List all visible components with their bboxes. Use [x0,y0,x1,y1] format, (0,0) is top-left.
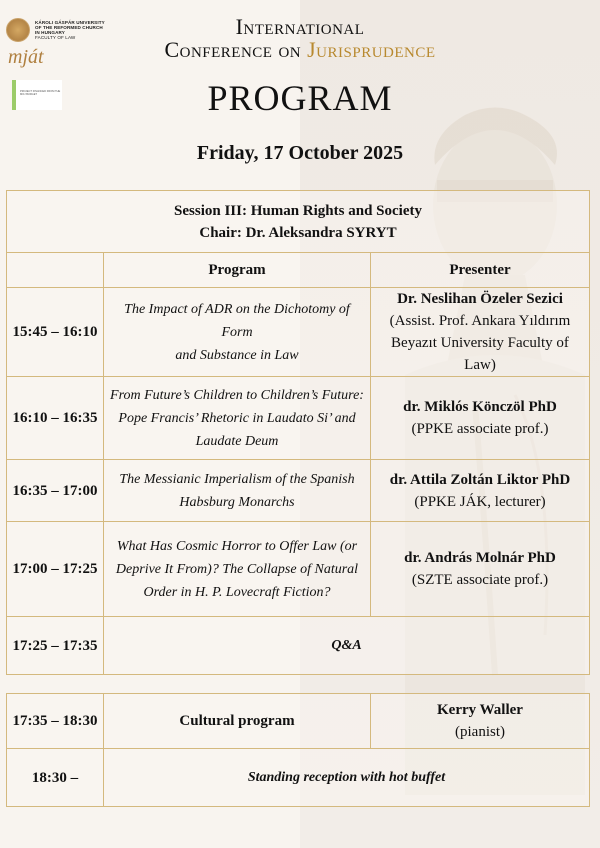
presenter-name: dr. András Molnár PhD [404,550,556,566]
column-header-row [7,253,590,288]
conference-title-line1: International [235,14,365,39]
table-row [7,522,590,617]
project-financing-text: PROJECT FINANCED FROM THE MOJ BUDGET [20,90,61,96]
university-name-line: IN HUNGARY [35,30,65,35]
presenter-affiliation: (PPKE associate prof.) [411,421,549,437]
talk-title-line: Laudate Deum [195,433,279,449]
university-name-line: OF THE REFORMED CHURCH [35,24,103,30]
conference-title-prefix: Conference on [164,37,308,62]
reception-time: 18:30 – [7,749,104,807]
presenter-name: Kerry Waller [437,702,523,718]
page-title: PROGRAM [207,78,393,118]
session-chair: Chair: Dr. Aleksandra SYRYT [199,224,397,241]
presenter-affiliation: (SZTE associate prof.) [411,572,549,588]
talk-title [104,288,371,377]
presenter-role: (pianist) [455,724,505,740]
cultural-label: Cultural program [104,694,371,749]
session-header [7,191,590,253]
table-row [7,288,590,377]
table-row [7,377,590,460]
faculty-name: FACULTY OF LAW [35,35,76,41]
presenter [371,288,590,377]
evening-table [6,693,590,807]
talk-title-line: and Substance in Law [175,347,299,363]
event-date: Friday, 17 October 2025 [196,142,404,164]
session-header-row [7,191,590,253]
talk-title-line: What Has Cosmic Horror to Offer Law (or [116,538,358,554]
qa-time: 17:25 – 17:35 [7,617,104,675]
talk-title-line: Order in H. P. Lovecraft Fiction? [143,584,331,600]
column-header-program: Program [104,253,371,288]
cultural-presenter [371,694,590,749]
presenter-affiliation: Beyazıt University Faculty of Law) [391,335,569,373]
table-row [7,460,590,522]
presenter [371,460,590,522]
presenter-affiliation: (PPKE JÁK, lecturer) [414,493,546,510]
column-header-time [7,253,104,288]
presenter-name: dr. Attila Zoltán Liktor PhD [389,471,571,488]
cultural-row [7,694,590,749]
talk-time: 15:45 – 16:10 [7,288,104,377]
talk-title-line: The Impact of ADR on the Dichotomy of Form [124,301,350,340]
mjat-logo: mját [8,46,44,68]
session-title: Session III: Human Rights and Society [174,202,422,219]
presenter-name: dr. Miklós Könczöl PhD [403,399,557,415]
presenter [371,377,590,460]
talk-title-line: Deprive It From)? The Collapse of Natural [115,561,359,577]
conference-title-line2 [0,38,600,62]
university-name-line: KÁROLI GÁSPÁR UNIVERSITY [35,19,105,25]
column-header-presenter: Presenter [371,253,590,288]
presenter [371,522,590,617]
qa-row [7,617,590,675]
talk-time: 16:10 – 16:35 [7,377,104,460]
reception-row [7,749,590,807]
talk-title-line: Habsburg Monarchs [179,494,295,510]
conference-title-accent: Jurisprudence [307,37,436,62]
session-table [6,190,590,675]
reception-label: Standing reception with hot buffet [104,749,590,807]
talk-title-line: Pope Francis’ Rhetoric in Laudato Si’ and [118,410,356,426]
cultural-time: 17:35 – 18:30 [7,694,104,749]
talk-title [104,522,371,617]
talk-time: 17:00 – 17:25 [7,522,104,617]
presenter-affiliation: (Assist. Prof. Ankara Yıldırım [389,313,571,329]
presenter-name: Dr. Neslihan Özeler Sezici [397,291,563,307]
talk-title [104,460,371,522]
talk-title-line: From Future’s Children to Children’s Future: [110,387,364,403]
talk-title [104,377,371,460]
talk-time: 16:35 – 17:00 [7,460,104,522]
qa-label: Q&A [104,617,590,675]
talk-title-line: The Messianic Imperialism of the Spanish [119,471,355,487]
